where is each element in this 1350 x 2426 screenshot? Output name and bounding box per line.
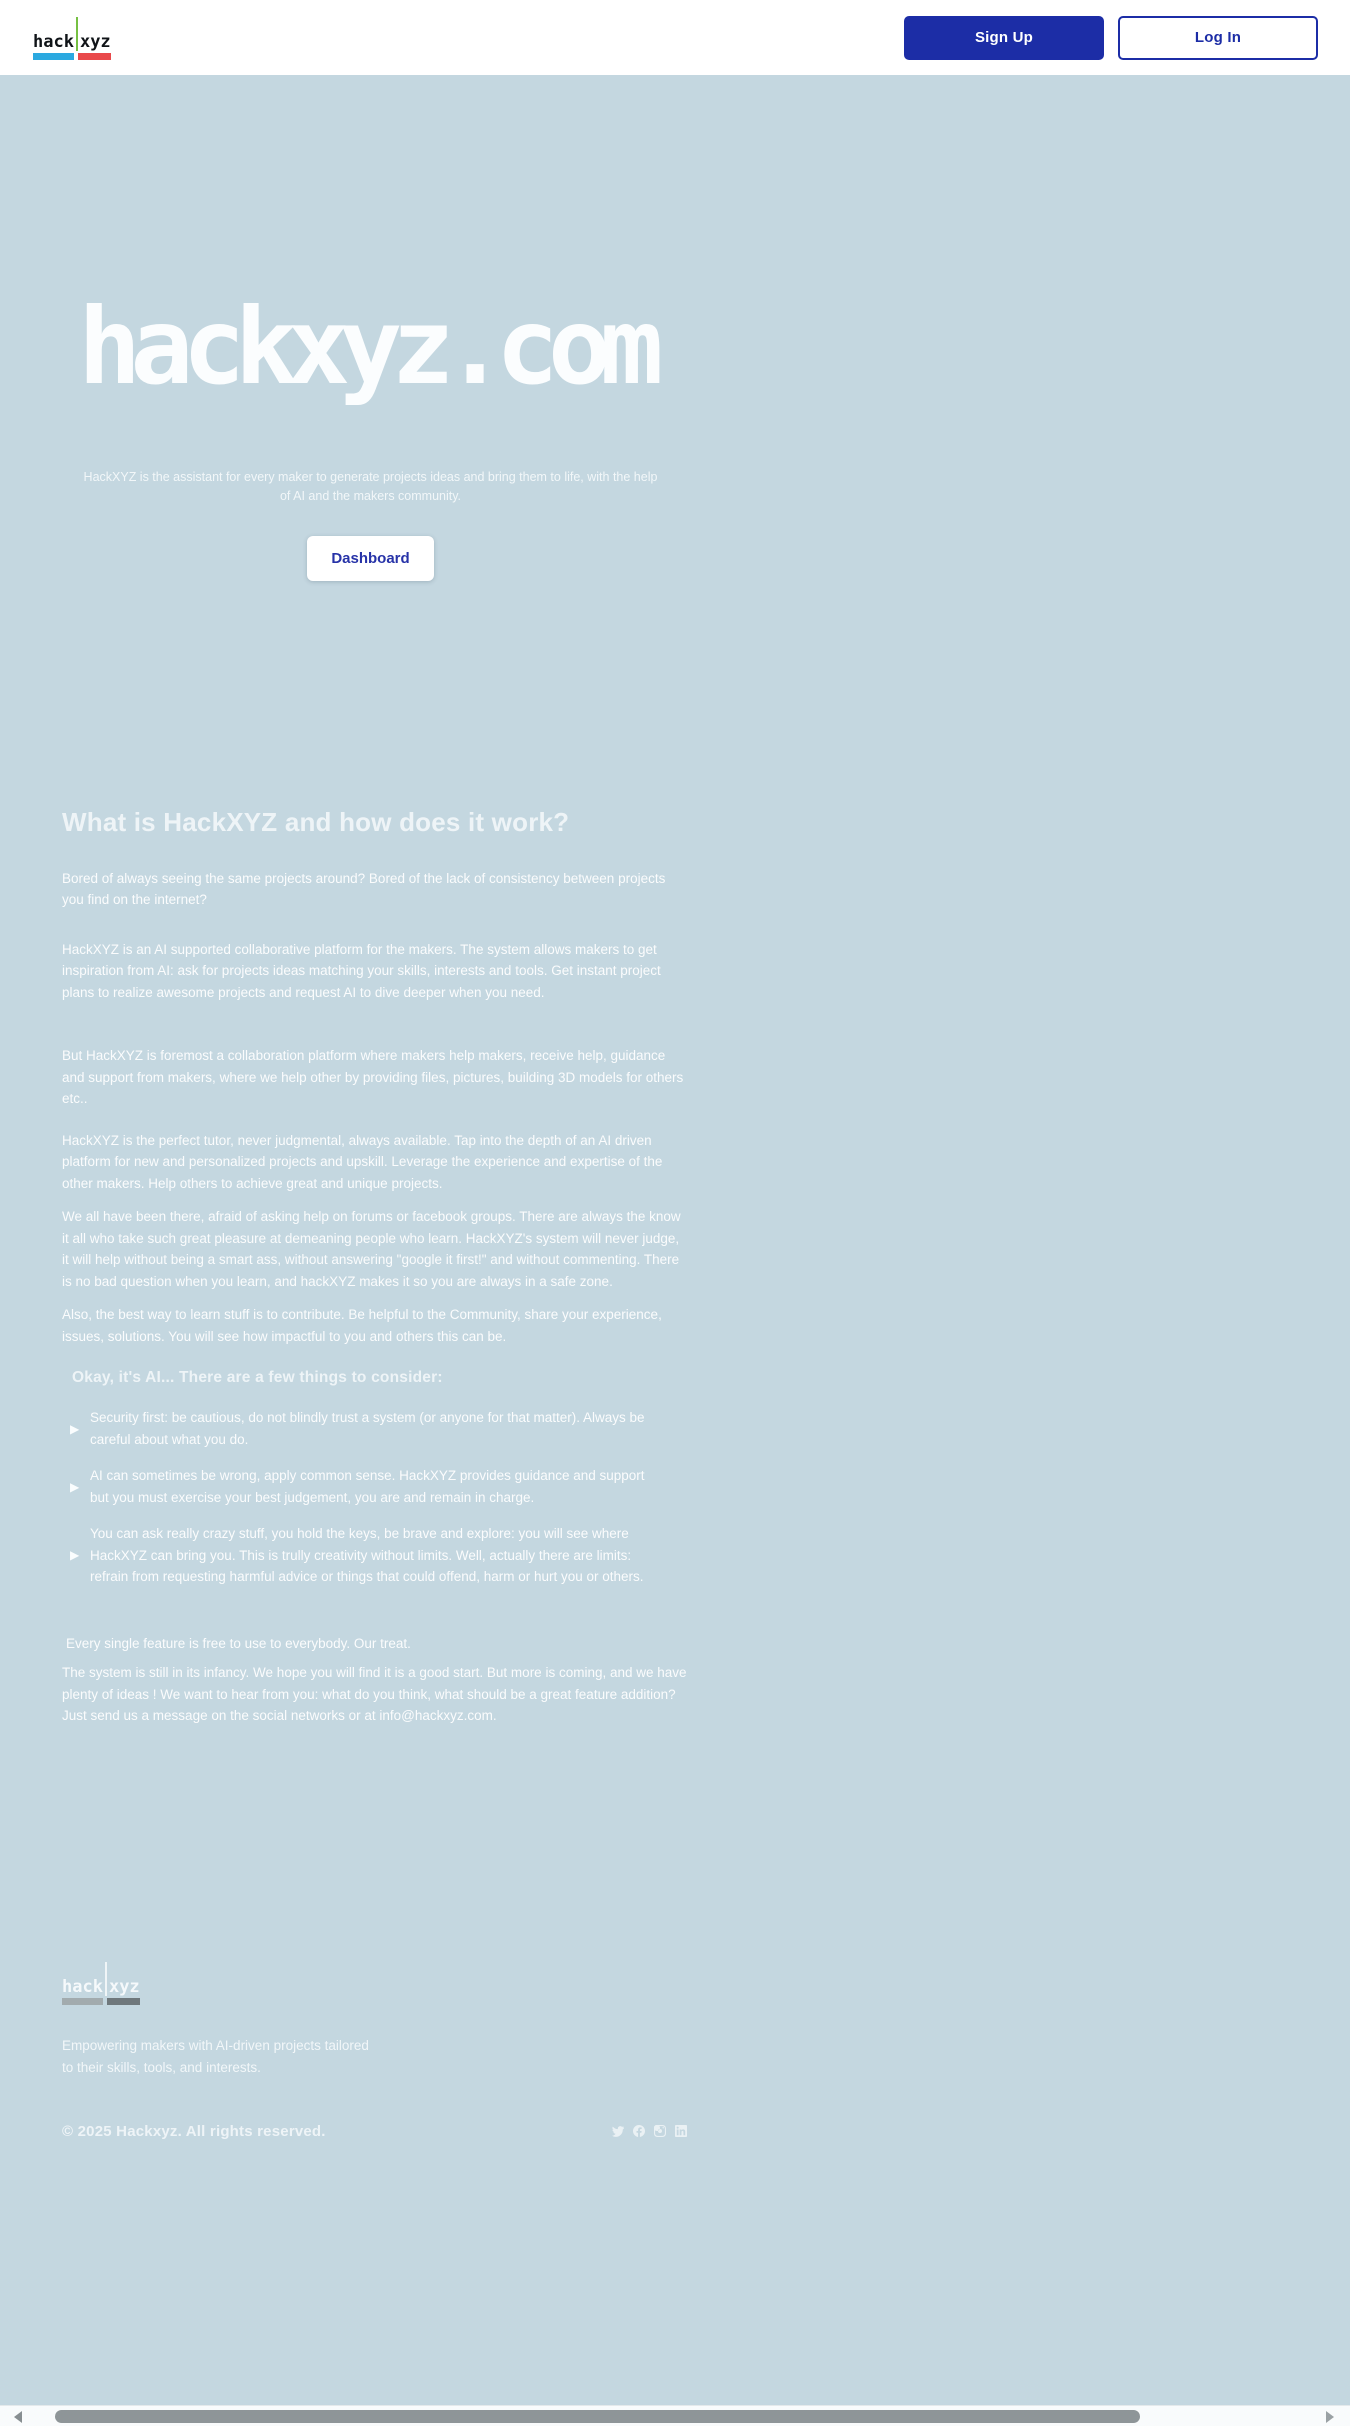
log-in-button[interactable]: Log In bbox=[1118, 16, 1318, 60]
footer-logo-text-row bbox=[62, 1960, 712, 1996]
logo-text-xyz: xyz bbox=[79, 32, 111, 52]
scroll-right-arrow-icon[interactable] bbox=[1326, 2411, 1334, 2423]
footer-logo-bar-light bbox=[62, 1998, 103, 2005]
about-section bbox=[0, 807, 712, 1727]
about-paragraph: HackXYZ is the perfect tutor, never judgmental, always available. Tap into the depth of an AI driven platform for new and personalized projects and upskill. Leverage the experience and expertise of the other makers. Help others to achieve great and unique projects. bbox=[62, 1132, 663, 1191]
footer-logo-underline-bars bbox=[62, 1998, 712, 2005]
footer-logo-text-xyz: xyz bbox=[108, 1976, 140, 1997]
free-note: Every single feature is free to use to everybody. Our treat. bbox=[66, 1635, 411, 1651]
hackxyz-logo[interactable] bbox=[33, 15, 111, 60]
logo-text-row bbox=[33, 15, 111, 51]
twitter-icon[interactable] bbox=[612, 2125, 624, 2137]
scroll-left-arrow-icon[interactable] bbox=[14, 2411, 22, 2423]
hero-title: hackxyz.com bbox=[78, 286, 653, 408]
list-item-text: You can ask really crazy stuff, you hold the keys, be brave and explore: you will see where HackXYZ can bring you. This is trully creativity without limits. Well, actually there are limits: refrain from requesting harmful advice or things that could offend, harm or hurt you or others. bbox=[90, 1526, 644, 1584]
about-paragraph: But HackXYZ is foremost a collaboration platform where makers help makers, receive help, guidance and support from makers, where we help other by providing files, pictures, building 3D models for others etc.. bbox=[62, 1048, 684, 1106]
footer-logo-divider-bar bbox=[105, 1962, 107, 1996]
instagram-icon[interactable] bbox=[654, 2125, 666, 2137]
about-paragraph: Bored of always seeing the same projects around? Bored of the lack of consistency between projects you find on the internet? bbox=[62, 870, 666, 907]
about-paragraph: Also, the best way to learn stuff is to contribute. Be helpful to the Community, share your experience, issues, solutions. You will see how impactful to you and others this can be. bbox=[62, 1307, 662, 1344]
list-item bbox=[62, 1407, 712, 1450]
scrollbar-thumb[interactable] bbox=[55, 2410, 1140, 2423]
header-actions bbox=[904, 16, 1318, 60]
sign-up-button[interactable]: Sign Up bbox=[904, 16, 1104, 60]
about-paragraph: We all have been there, afraid of asking help on forums or facebook groups. There are always the know it all who take such great pleasure at demeaning people who learn. HackXYZ's system will never judge, it will help without being a smart ass, without answering "google it first!" and without commenting. There is no bad question when you learn, and hackXYZ makes it so you are always in a safe zone. bbox=[62, 1209, 681, 1289]
logo-underline-bars bbox=[33, 53, 111, 60]
logo-divider-bar bbox=[76, 17, 78, 51]
logo-text-hack: hack bbox=[33, 32, 74, 52]
logo-bar-blue bbox=[33, 53, 74, 60]
about-paragraph: HackXYZ is an AI supported collaborative platform for the makers. The system allows makers to get inspiration from AI: ask for projects ideas matching your skills, interests and tools. Get instant project plans to realize awesome projects and request AI to dive deeper when you need. bbox=[62, 941, 661, 1000]
about-heading: What is HackXYZ and how does it work? bbox=[62, 806, 570, 837]
list-item bbox=[62, 1465, 712, 1508]
hero-subtitle: HackXYZ is the assistant for every maker to generate projects ideas and bring them to life, with the help of AI and the makers community. bbox=[83, 469, 658, 503]
footer-logo[interactable] bbox=[62, 1960, 712, 2005]
hero-section bbox=[0, 0, 1350, 581]
footer-logo-bar-dark bbox=[107, 1998, 140, 2005]
considerations-list bbox=[62, 1407, 712, 1588]
footer-tagline: Empowering makers with AI-driven projects tailored to their skills, tools, and interests. bbox=[62, 2037, 369, 2075]
list-item-text: AI can sometimes be wrong, apply common sense. HackXYZ provides guidance and support but you must exercise your best judgement, you are and remain in charge. bbox=[90, 1468, 645, 1505]
site-footer bbox=[0, 1960, 712, 2140]
horizontal-scrollbar[interactable] bbox=[0, 2405, 1350, 2426]
linkedin-icon[interactable] bbox=[675, 2125, 687, 2137]
dashboard-button[interactable]: Dashboard bbox=[307, 536, 434, 581]
list-item-text: Security first: be cautious, do not blindly trust a system (or anyone for that matter). Always be careful about what you do. bbox=[90, 1410, 645, 1447]
social-links bbox=[612, 2125, 687, 2137]
header bbox=[0, 0, 1350, 75]
bullet-triangle-icon: ▶ bbox=[70, 1479, 80, 1494]
bullet-triangle-icon: ▶ bbox=[70, 1421, 80, 1436]
footer-logo-text-hack: hack bbox=[62, 1976, 103, 1997]
footer-bottom-row bbox=[62, 2123, 687, 2140]
facebook-icon[interactable] bbox=[633, 2125, 645, 2137]
closing-paragraph: The system is still in its infancy. We hope you will find it is a good start. But more is coming, and we have plenty of ideas ! We want to hear from you: what do you think, what should be a great feature addition? Just send us a message on the social networks or at info@hackxyz.com. bbox=[62, 1665, 687, 1723]
considerations-heading: Okay, it's AI... There are a few things to consider: bbox=[72, 1369, 443, 1386]
bullet-triangle-icon: ▶ bbox=[70, 1548, 80, 1563]
logo-bar-red bbox=[78, 53, 111, 60]
copyright-text: © 2025 Hackxyz. All rights reserved. bbox=[62, 2122, 326, 2140]
list-item bbox=[62, 1523, 712, 1588]
